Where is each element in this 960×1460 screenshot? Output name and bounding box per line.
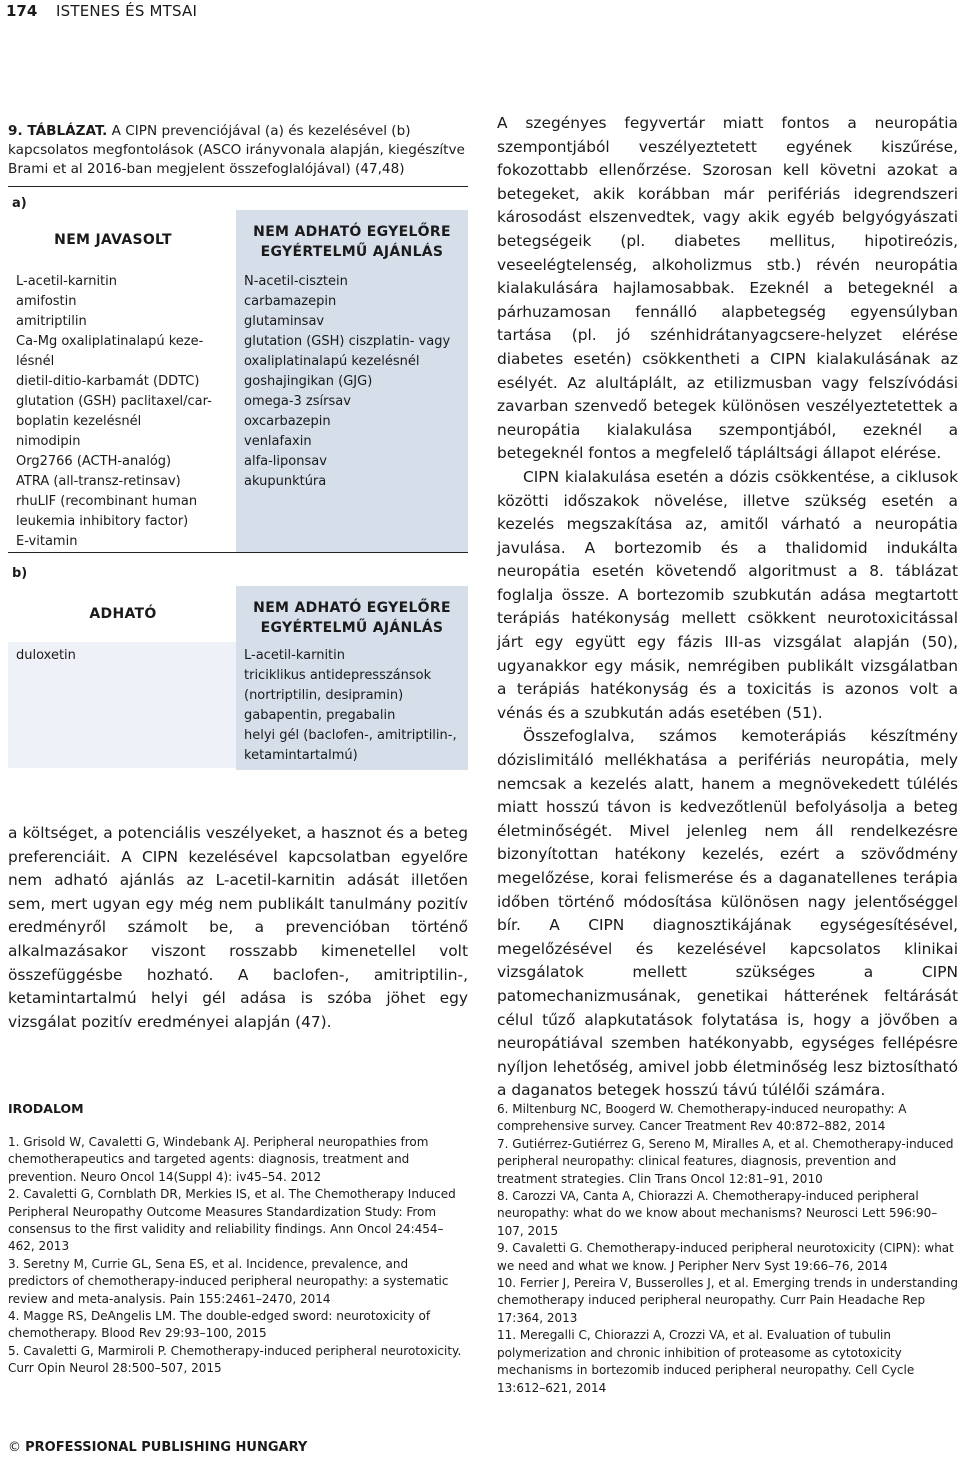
reference-item: 9. Cavaletti G. Chemotherapy-induced peripheral neurotoxicity (CIPN): what we need and what we know. J Peripher Nerv Syst 19:66–76, 2014 [497,1241,954,1273]
running-header: ISTENES ÉS MTSAI [56,2,198,20]
table-item: Ca-Mg oxaliplatinalapú keze- [16,334,204,349]
reference-item: 2. Cavaletti G, Cornblath DR, Merkies IS, et al. The Chemotherapy Induced Peripheral Neuropathy Outcome Measures Standardization Study: From consensus to the first validity and reliability findings. Ann Oncol 24:454–462, 2013 [8,1187,456,1254]
table-caption [8,122,468,179]
table-item: omega-3 zsírsav [244,394,351,409]
left-body-paragraph: a költséget, a potenciális veszélyeket, a hasznot és a beteg preferenciáit. A CIPN kezelésével kapcsolatban egyelőre nem adható ajánlás az L-acetil-karnitin adását illetően sem, mert ugyan egy még nem publikált tanulmány pozitív eredményről számolt be, a prevencióban történő alkalmazásakor viszont rosszabb kimenetellel volt összefüggésbe hozható. A baclofen-, amitriptilin-, ketamintartalmú helyi gél adása is szóba jöhet egy vizsgálat pozitív eredményei alapján (47). [8,824,468,1031]
table-item: helyi gél (baclofen-, amitriptilin-, [244,728,457,743]
table-item: dietil-ditio-karbamát (DDTC) [16,374,200,389]
table-item: alfa-liponsav [244,454,327,469]
table-caption-text: A CIPN prevenciójával (a) és kezelésével (b) kapcsolatos megfontolások (ASCO irányvonala alapján, kiegészítve Brami et al 2016-ban megjelent összefoglalójával) (47,48) [8,123,465,177]
right-paragraph-1: A szegényes fegyvertár miatt fontos a neuropátia szempontjából veszélyeztetett egyének kiszűrése, fokozottabb ellenőrzése. Szorosan kell követni azokat a betegeket, akik korábban már perifériás idegrendszeri károsodást elszenvedtek, vagy akik egyéb belgyógyászati betegségeik (pl. diabetes mellitus, hipotireózis, veseelégtelenség, alkoholizmus stb.) révén neuropátia kialakulására hajlamosabbak. Ezeknél a betegeknél a párhuzamosan fennálló alapbetegség egyensúlyban tartása (pl. jó szénhidrátanyagcsere-helyzet elérése diabetes esetén) csökkentheti a CIPN kialakulásának az esélyét. Az alultáplált, az etilizmusban vagy felszívódási zavarban szenvedő betegek különösen veszélyeztetettek a neuropátia kialakulása szempontjából, ezeknél a betegeknél fontos a megfelelő tápláltsági állapot elérése. [497,114,958,463]
table-item: duloxetin [16,648,76,663]
right-body-column [497,112,958,1103]
table-item: akupunktúra [244,474,327,489]
section-a-left-column [8,216,228,552]
table-item: N-acetil-cisztein [244,274,348,289]
reference-item: 6. Miltenburg NC, Boogerd W. Chemotherapy-induced neuropathy: A comprehensive survey. Cancer Treatment Rev 40:872–882, 2014 [497,1102,907,1134]
reference-item: 4. Magge RS, DeAngelis LM. The double-edged sword: neurotoxicity of chemotherapy. Blood Rev 29:93–100, 2015 [8,1309,431,1341]
table-item: lésnél [16,354,55,369]
section-b-right-column [236,586,468,770]
table-item: Org2766 (ACTH-analóg) [16,454,172,469]
copyright-symbol: © [8,1440,21,1455]
right-paragraph-2: CIPN kialakulása esetén a dózis csökkentése, a ciklusok közötti időszakok növelése, illetve szükség esetén a kezelés megszakítása az, amitől várható a neuropátia javulása. A bortezomib és a thalidomid indukálta neuropátia esetén követendő algoritmust a 8. táblázat foglalja össze. A bortezomib szubkután adása megtartott terápiás hatékonyság mellett csökkent neurotoxicitással járt egy együtt egy fázis III-as vizsgálat alapján (50), ugyanakkor egy másik, nemrégiben publikált vizsgálatban a terápiás hatékonyság és a toxicitás is azonos volt a vénás és a szubkután adás esetében (51). [497,467,958,722]
table-item: L-acetil-karnitin [16,274,118,289]
table-item: glutaminsav [244,314,325,329]
table-item: gabapentin, pregabalin [244,708,396,723]
page-number: 174 [6,2,38,20]
table-item: oxaliplatinalapú kezelésnél [244,354,420,369]
table-item: glutation (GSH) paclitaxel/car- [16,394,212,409]
table-item: goshajingikan (GJG) [244,374,373,389]
reference-item: 7. Gutiérrez-Gutiérrez G, Sereno M, Miralles A, et al. Chemotherapy-induced peripheral neuropathy: clinical features, diagnosis, prevention and treatment strategies. Clin Trans Oncol 12:81–91, 2010 [497,1136,954,1186]
reference-item: 11. Meregalli C, Chiorazzi A, Crozzi VA, et al. Evaluation of tubulin polymerization and chronic inhibition of proteasome as cytotoxicity mechanisms in bortezomib induced peripheral neuropathy. Cell Cycle 13:612–621, 2014 [497,1328,915,1395]
table-item: leukemia inhibitory factor) [16,514,189,529]
table-item: amitriptilin [16,314,87,329]
section-a-left-heading: NEM JAVASOLT [54,232,172,248]
references-right-list [497,1101,958,1397]
reference-item: 1. Grisold W, Cavaletti G, Windebank AJ. Peripheral neuropathies from chemotherapeutics and targeted agents: diagnosis, treatment and prevention. Neuro Oncol 14(Suppl 4): iv45–54. 2012 [8,1135,429,1184]
table-item: triciklikus antidepresszánsok [244,668,432,683]
table-item: glutation (GSH) ciszplatin- vagy [244,334,451,349]
section-a-label: a) [12,196,27,211]
section-b-left-list [16,646,76,666]
table-item: amifostin [16,294,77,309]
table-item: E-vitamin [16,534,78,549]
references-title: IRODALOM [8,1101,84,1116]
table-item: oxcarbazepin [244,414,331,429]
section-b-left-column [8,590,228,770]
table-item: L-acetil-karnitin [244,648,346,663]
section-a-left-list [16,272,212,552]
section-b-left-cell [8,642,236,768]
right-paragraph-3: Összefoglalva, számos kemoterápiás készítmény dózislimitáló mellékhatása a perifériás neuropátia, mely nemcsak a kezelés alatt, hanem a megnövekedett túlélés miatt hosszú távon is kedvezőtlenül befolyásolja a beteg életminőségét. Mivel jelenleg nem áll rendelkezésre bizonyítottan hatékony kezelés, ezért a szövődmény megelőzése, korai felismerése és a daganatellenes terápia időben történő módosítása különösen nagy jelentőséggel bír. A CIPN diagnosztikájának egységesítésével, megelőzésével és kezelésével kapcsolatos klinikai vizsgálatok mellett szükséges a CIPN patomechanizmusának, genetikai hátterének feltárását célul tűző alapkutatások folytatása is, hogy a jövőben a neuropátiával szemben hatékonyabb, egységes fellépésre nyíljon lehetőség, amivel jobb életminőség lesz biztosítható a daganatos betegek hosszú távú túlélői számára. [497,727,958,1100]
table-top-rule [8,186,468,187]
section-b-right-heading: NEM ADHATÓ EGYELŐRE EGYÉRTELMŰ AJÁNLÁS [253,600,451,636]
table-item: carbamazepin [244,294,337,309]
table-item: ketamintartalmú) [244,748,358,763]
section-b-label: b) [12,566,28,581]
footer [8,1440,307,1455]
reference-item: 3. Seretny M, Currie GL, Sena ES, et al. Incidence, prevalence, and predictors of chemotherapy-induced peripheral neuropathy: a systematic review and meta-analysis. Pain 155:2461–2470, 2014 [8,1256,449,1306]
table-caption-label: 9. TÁBLÁZAT. [8,123,108,139]
table-item: rhuLIF (recombinant human [16,494,198,509]
table-item: boplatin kezelésnél [16,414,142,429]
section-b-right-list [244,646,457,766]
table-item: venlafaxin [244,434,312,449]
reference-item: 8. Carozzi VA, Canta A, Chiorazzi A. Chemotherapy-induced peripheral neuropathy: what do we know about mechanisms? Neurosci Lett 596:90–107, 2015 [497,1189,938,1238]
section-a-right-column [236,210,468,552]
section-b-left-heading: ADHATÓ [89,606,157,622]
section-a-right-list [244,272,450,492]
table-item: ATRA (all-transz-retinsav) [16,474,181,489]
reference-item: 5. Cavaletti G, Marmiroli P. Chemotherapy-induced peripheral neurotoxicity. Curr Opin Neurol 28:500–507, 2015 [8,1343,462,1376]
references-left-list [8,1134,468,1378]
table-item: nimodipin [16,434,81,449]
publisher-name: PROFESSIONAL PUBLISHING HUNGARY [25,1440,308,1455]
reference-item: 10. Ferrier J, Pereira V, Busserolles J, et al. Emerging trends in understanding chemotherapy induced peripheral neuropathy. Curr Pain Headache Rep 17:364, 2013 [497,1276,958,1325]
section-a-right-heading: NEM ADHATÓ EGYELŐRE EGYÉRTELMŰ AJÁNLÁS [253,224,451,260]
table-item: (nortriptilin, desipramin) [244,688,404,703]
table-section-divider [8,552,468,553]
